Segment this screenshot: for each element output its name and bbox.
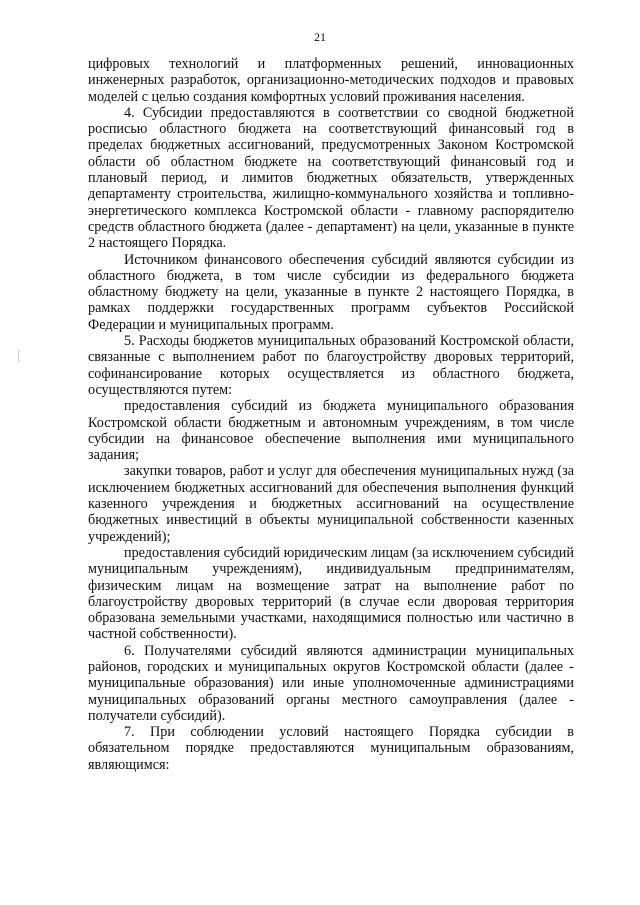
paragraph-item-6: 6. Получателями субсидий являются администрации муниципальных районов, городских и муниципальных округов Костромской области (далее - муниципальные образования) или иные уполномоченные администрациями муниципальных образований органы местного самоуправления (далее - получатели субсидий). xyxy=(88,642,574,724)
paragraph-funding-source: Источником финансового обеспечения субсидий являются субсидии из областного бюджета, в том числе субсидии из федерального бюджета областному бюджету на цели, указанные в пункте 2 настоящего Порядка, в рамках поддержки государственных программ субъектов Российской Федерации и муниципальных программ. xyxy=(88,251,574,333)
paragraph-subsidy-legal-entities: предоставления субсидий юридическим лицам (за исключением субсидий муниципальным учреждениям), индивидуальным предпринимателям, физическим лицам на возмещение затрат на выполнение работ по благоустройству дворовых территорий (в случае если дворовая территория образована земельными участками, находящимися полностью или частично в частной собственности). xyxy=(88,544,574,643)
document-body xyxy=(88,56,574,773)
paragraph-item-5: 5. Расходы бюджетов муниципальных образований Костромской области, связанные с выполнением работ по благоустройству дворовых территорий, софинансирование которых осуществляется из областного бюджета, осуществляются путем: xyxy=(88,333,574,398)
page-number: 21 xyxy=(314,30,326,44)
scan-margin-mark xyxy=(18,350,19,362)
paragraph-subsidy-institutions: предоставления субсидий из бюджета муниципального образования Костромской области бюджетным и автономным учреждениям, в том числе субсидии на финансовое обеспечение выполнения ими муниципального задания; xyxy=(88,398,574,464)
paragraph-item-4: 4. Субсидии предоставляются в соответствии со сводной бюджетной росписью областного бюджета на соответствующий финансовый год в пределах бюджетных ассигнований, предусмотренных Законом Костромской области об областном бюджете на соответствующий финансовый год и плановый период, и лимитов бюджетных обязательств, утвержденных департаменту строительства, жилищно-коммунального хозяйства и топливно-энергетического комплекса Костромской области - главному распорядителю средств областного бюджета (далее - департамент) на цели, указанные в пункте 2 настоящего Порядка. xyxy=(88,104,574,252)
paragraph-procurement: закупки товаров, работ и услуг для обеспечения муниципальных нужд (за исключением бюджетных ассигнований для обеспечения выполнения функций казенного учреждения и бюджетных ассигнований на осуществление бюджетных инвестиций в объекты муниципальной собственности казенных учреждений); xyxy=(88,463,574,545)
paragraph-continuation: цифровых технологий и платформенных решений, инновационных инженерных разработок, организационно-методических подходов и правовых моделей с целью создания комфортных условий проживания населения. xyxy=(88,56,574,105)
paragraph-item-7: 7. При соблюдении условий настоящего Порядка субсидии в обязательном порядке предоставляются муниципальным образованиям, являющимся: xyxy=(88,724,574,773)
